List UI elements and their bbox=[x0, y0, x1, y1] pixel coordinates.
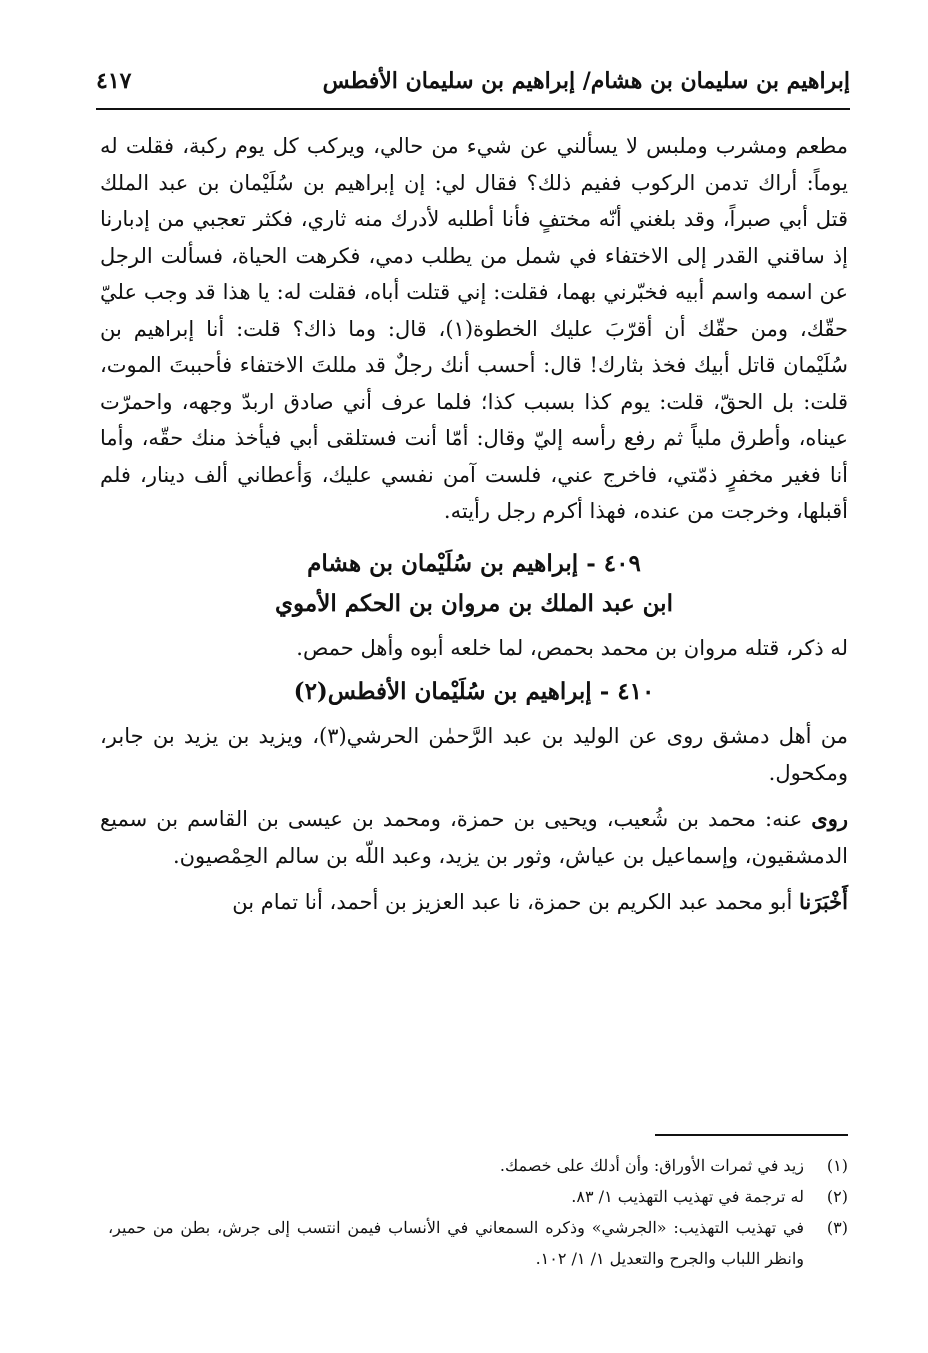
running-title: إبراهيم بن سليمان بن هشام/ إبراهيم بن سليمان الأفطس bbox=[322, 68, 850, 94]
entry-410-text: من أهل دمشق روى عن الوليد بن عبد الرَّحمٰن الحرشي(٣)، ويزيد بن يزيد بن جابر، ومكحول. bbox=[100, 724, 848, 785]
entry-410-isnad bbox=[100, 884, 848, 921]
footnote-text: في تهذيب التهذيب: «الجرشي» وذكره السمعاني في الأنساب فيمن انتسب إلى جرش، بطن من حمير، وانظر اللباب والجرح والتعديل ١/ ١/ ١٠٢. bbox=[108, 1218, 804, 1268]
narrators-text: عنه: محمد بن شُعيب، ويحيى بن حمزة، ومحمد بن عيسى بن القاسم بن سميع الدمشقيون، وإسماعيل بن عياش، وثور بن يزيد، وعبد اللّه بن سالم الحِمْصيون. bbox=[100, 807, 848, 868]
entry-409-heading-line2: ابن عبد الملك بن مروان بن الحكم الأموي bbox=[275, 589, 673, 617]
footnote bbox=[108, 1150, 848, 1181]
footnote-text: له ترجمة في تهذيب التهذيب ١/ ٨٣. bbox=[571, 1187, 804, 1206]
footnote-text: زيد في ثمرات الأوراق: وأن أدلك على خصمك. bbox=[499, 1156, 804, 1175]
footnote-mark: (٢) bbox=[826, 1187, 848, 1206]
body-text bbox=[100, 128, 848, 921]
story-paragraph: مطعم ومشرب وملبس لا يسألني عن شيء من حالي، ويركب كل يوم ركبة، فقلت له يوماً: أراك تدمن الركوب ففيم ذلك؟ فقال لي: إن إبراهيم بن سُلَيْمان بن عبد الملك قتل أبي صبراً، وقد بلغني أنّه مختفٍ فأنا أطلبه لأدرك منه ثاري، فكثر تعجبي من إدبارنا إذ ساقني القدر إلى الاختفاء في شمل من يطلب دمي، فكرهت الحياة، فسألت الرجل عن اسمه واسم أبيه فخبّرني بهما، فقلت: إني قتلت أباه، فقلت له: يا هذا قد وجب عليّ حقّك، ومن حقّك أن أقرّبَ عليك الخطوة(١)، قال: وما ذاك؟ قلت: أنا إبراهيم بن سُلَيْمان قاتل أبيك فخذ بثارك! قال: أحسب أنك رجلٌ قد مللتَ الاختفاء فأحببتَ الموت، قلت: بل الحقّ، قلت: يوم كذا بسبب كذا؛ فلما عرف أني صادق اربدّ وجهه، واحمرّت عيناه، وأطرق ملياً ثم رفع رأسه إليّ وقال: أمّا أنت فستلقى أبي فيأخذ منك حقّه، وأما أنا فغير مخفرٍ ذمّتي، فاخرج عني، فلست آمن نفسي عليك، وَأعطاني ألف دينار، فلم أقبلها، وخرجت من عنده، فهذا أكرم رجل رأيته. bbox=[100, 134, 849, 523]
isnad-lead: أَخْبَرَنا bbox=[799, 889, 848, 914]
entry-409-heading-line1: ٤٠٩ - إبراهيم بن سُلَيْمان بن هشام bbox=[307, 549, 641, 577]
entry-409-text: له ذكر، قتله مروان بن محمد بحمص، لما خلعه أبوه وأهل حمص. bbox=[296, 635, 848, 660]
spacer bbox=[100, 791, 848, 801]
header-rule bbox=[96, 108, 850, 110]
isnad-text: أبو محمد عبد الكريم بن حمزة، نا عبد العزيز بن أحمد، أنا تمام بن bbox=[232, 890, 800, 914]
page-header bbox=[96, 62, 850, 102]
footnote-rule bbox=[655, 1134, 848, 1136]
footnote bbox=[108, 1181, 848, 1212]
footnotes bbox=[108, 1150, 848, 1274]
footnote-mark: (١) bbox=[826, 1156, 848, 1175]
narrators-lead: روى bbox=[811, 806, 848, 831]
entry-410-narrators bbox=[100, 801, 848, 874]
footnote bbox=[108, 1212, 848, 1274]
spacer bbox=[100, 874, 848, 884]
page-number: ٤١٧ bbox=[96, 68, 132, 94]
entry-409-heading bbox=[100, 544, 848, 624]
entry-410-heading: ٤١٠ - إبراهيم بن سُلَيْمان الأفطس(٢) bbox=[293, 678, 655, 705]
footnote-mark: (٣) bbox=[826, 1218, 848, 1237]
